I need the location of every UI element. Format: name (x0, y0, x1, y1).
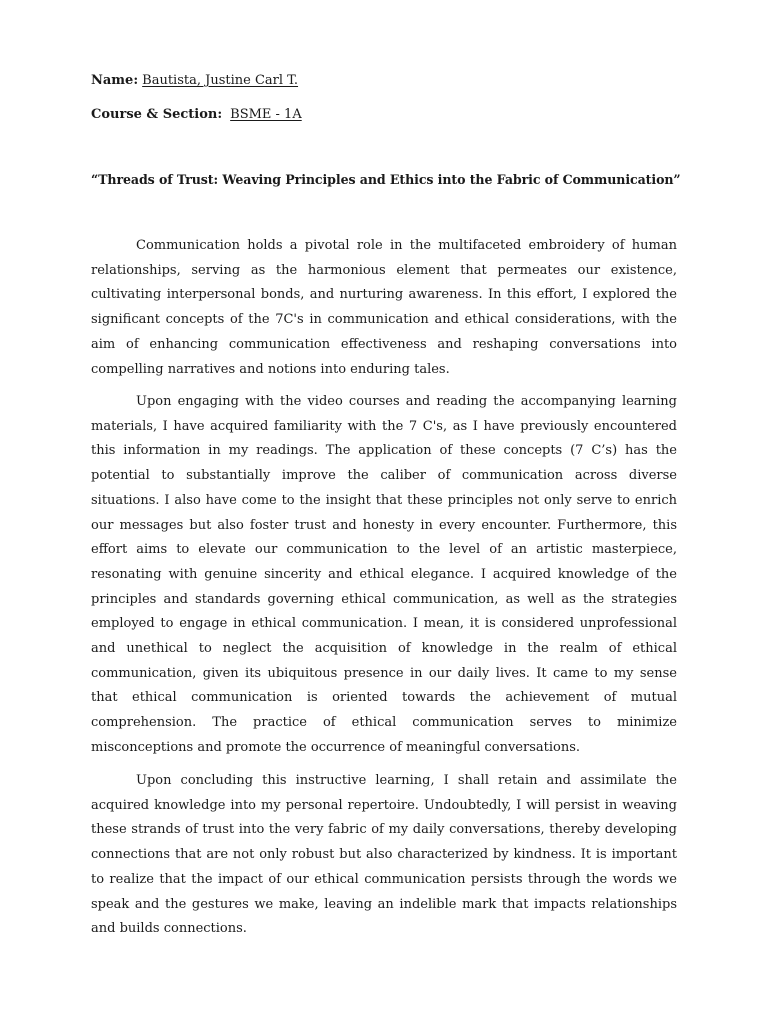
name-value: Bautista, Justine Carl T. (142, 73, 299, 88)
paragraph (91, 769, 677, 942)
paragraph-text: Communication holds a pivotal role in the multifaceted embroidery of human relationships, serving as the harmonious element that permeates our existence, cultivating interpersonal bonds, and nurturing awareness. In this effort, I explored the significant concepts of the 7C's in communication and ethical considerations, with the aim of enhancing communication effectiveness and reshaping conversations into compelling narratives and notions into enduring tales. (91, 238, 677, 377)
course-value: BSME - 1A (230, 107, 302, 122)
paragraph-text: Upon concluding this instructive learning, I shall retain and assimilate the acquired knowledge into my personal repertoire. Undoubtedly, I will persist in weaving these strands of trust into the very fabric of my daily conversations, thereby developing connections that are not only robust but also characterized by kindness. It is important to realize that the impact of our ethical communication persists through the words we speak and the gestures we make, leaving an indelible mark that impacts relationships and builds connections. (91, 773, 677, 937)
paragraph-text: Upon engaging with the video courses and reading the accompanying learning materials, I have acquired familiarity with the 7 C's, as I have previously encountered this information in my readings. The application of these concepts (7 C’s) has the potential to substantially improve the caliber of communication across diverse situations. I also have come to the insight that these principles not only serve to enrich our messages but also foster trust and honesty in every encounter. Furthermore, this effort aims to elevate our communication to the level of an artistic masterpiece, resonating with genuine sincerity and ethical elegance. I acquired knowledge of the principles and standards governing ethical communication, as well as the strategies employed to engage in ethical communication. I mean, it is considered unprofessional and unethical to neglect the acquisition of knowledge in the realm of ethical communication, given its ubiquitous presence in our daily lives. It came to my sense that ethical communication is oriented towards the achievement of mutual comprehension. The practice of ethical communication serves to minimize misconceptions and promote the occurrence of meaningful conversations. (91, 394, 677, 755)
name-line (91, 73, 298, 89)
name-label: Name: (91, 73, 139, 88)
paragraph (91, 390, 677, 761)
paragraph (91, 234, 677, 382)
essay-title: “Threads of Trust: Weaving Principles and Ethics into the Fabric of Communication” (91, 172, 681, 187)
course-label: Course & Section: (91, 107, 223, 122)
course-line (91, 107, 302, 123)
